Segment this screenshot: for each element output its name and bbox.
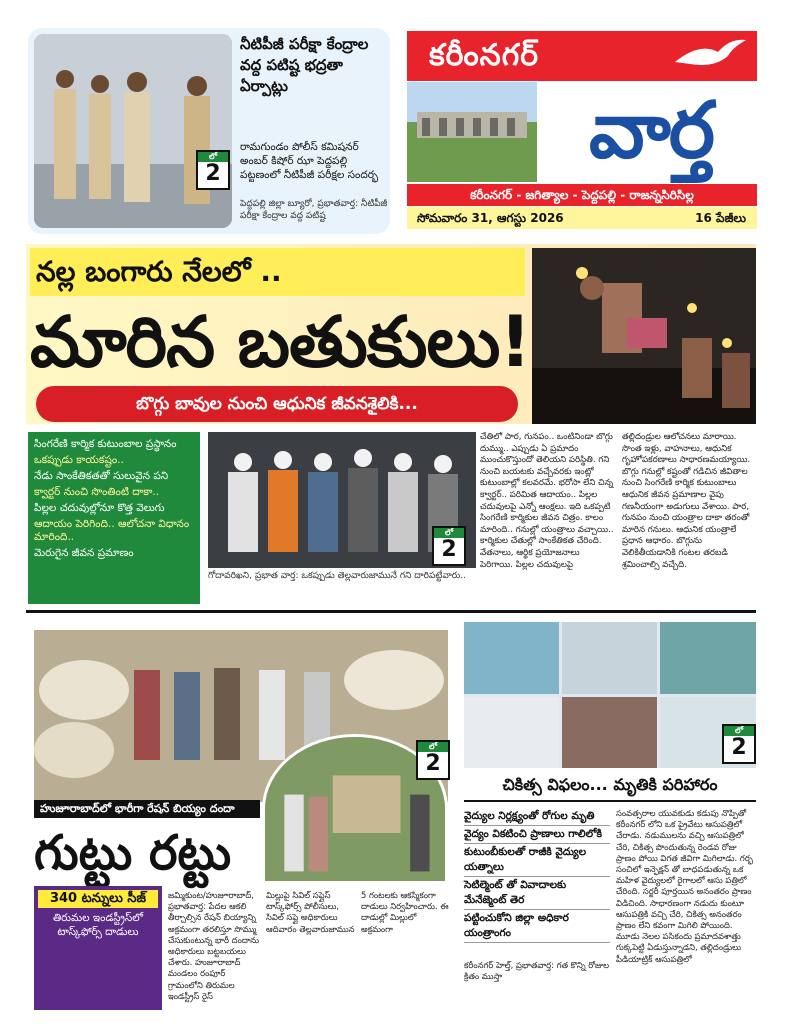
- page-ref-badge: లో 2: [196, 150, 230, 190]
- highlight-item: వైద్యుల నిర్లక్ష్యంతో రోగుల మృతి: [464, 808, 610, 826]
- ration-kicker: హుజూరాబాద్‌లో భారీగా రేషన్ బియ్యం దందా: [34, 800, 260, 818]
- teaser-body: పెద్దపల్లి జిల్లా బ్యూరో, ప్రభాతవార్త: నీటిపీజీ పరీక్షా కేంద్రాల వద్ద పటిష్ట: [240, 199, 388, 221]
- lead-photo-caption: గోదావరిఖని, ప్రభాత వార్త: ఒకప్పుడు తెల్లవారుజామునే గని దారిపట్టేవారు..: [208, 571, 466, 581]
- highlight-item: పట్టించుకోని జిల్లా అధికార యంత్రాంగం: [464, 910, 610, 943]
- masthead-name: వార్త: [589, 86, 713, 176]
- section-divider: [26, 610, 756, 613]
- highlight-item: కుటుంబీకులతో రాజీకి వైద్యుల యత్నాలు: [464, 844, 610, 877]
- highlight-item: పిల్లల చదువుల్లోనూ కొత్త వెలుగు: [34, 502, 165, 514]
- highlight-item: నేడు సాంకేతికతతో సులువైన పని: [34, 470, 169, 482]
- ration-headline: గుట్టు రట్టు: [34, 825, 232, 881]
- highlight-item: సెటిల్మెంట్ తో వివాదాలకు మేనేజ్మెంట్ తెర: [464, 877, 610, 910]
- highlight-item: ఆదాయం పెరిగింది.. ఆలోచనా విధానం మారింది..: [34, 518, 190, 543]
- ration-body-text: జమ్మికుంట/హుజూరాబాద్, ప్రభాతవార్త: పేదల ఆకలి తీర్చాల్సిన రేషన్ బియ్యాన్ని అక్రమంగా తరలిస్తూ సొమ్ము చేసుకుంటున్న భారీ దందాను అధికారులు బట్టబయలు చేశారు. హుజూరాబాద్ మండలం రంపూర్ గ్రామంలోని తిరుమల ఇండస్ట్రీస్ రైస్: [168, 890, 260, 1001]
- hospital-body-text: సంవత్సరాల యువకుడు కడుపు నొప్పితో కరీంనగర్ లోని ఒక ప్రైవేటు ఆసుపత్రిలో చేరాడు. నడుములను వచ్చి ఆసుపత్రిలో చేరి, చికిత్స పొందుతున్న రెండవ రోజు ప్రాణం పోయి విగత జీవిగా మిగిలాడు. గర్భ సంచిలో ఇన్ఫెక్షన్ తో బాధపడుతున్న ఒక మహిళ వైద్యులలో రైగాలలో ఆసు పత్రిలో చేరింది. సర్జరీ పూర్తయిన అనంతరం ప్రాణం విడిచింది. సాధారణంగా నడుదు కుంటూ ఆసుపత్రికి వచ్చి చేరి, చికిత్స అనంతరం ప్రాణం లేని కవంగా మిగిలి పోయింది. మూడు నెలల పసికందు ప్రమాదవశాత్తు గుక్కపెట్టి ఏడుస్తున్నాడని, తల్లిదండ్రులు పీడియాట్రిక్ ఆసుపత్రిలో: [616, 808, 753, 964]
- highlight-item: వైద్యం వికటించి ప్రాణాలు గాలిలోకి: [464, 826, 610, 844]
- hospital-headline: చికిత్స విఫలం... మృతికి పరిహారం: [464, 768, 756, 802]
- highlight-item: మెరుగైన జీవన ప్రమాణం: [34, 547, 134, 559]
- lead-headline: మారిన బతుకులు!: [30, 301, 531, 383]
- seized-quantity: 340 టన్నులు సీజ్: [38, 890, 158, 908]
- ration-box-text: తిరుమల ఇండస్ట్రీస్‌లో టాస్క్‌ఫోర్స్ దాడులు: [52, 912, 144, 938]
- page-count: 16 పేజీలు: [695, 211, 746, 225]
- highlight-item: ఒకప్పుడు కాయకష్టం..: [34, 454, 124, 466]
- hospital-collage-photo: [464, 622, 756, 768]
- page-ref-badge: లో 2: [416, 740, 450, 780]
- hospital-body-text: కరీంనగర్ హెల్త్, ప్రభాతవార్త: గత కొన్ని రోజుల క్రితం ముస్తా: [464, 960, 610, 982]
- masthead-districts: కరీంనగర్ - జగిత్యాల - పెద్దపల్లి - రాజన్నసిరిసిల్ల: [407, 184, 757, 206]
- lead-banner: బొగ్గు బావుల నుంచి ఆధునిక జీవనశైలికి...: [36, 386, 518, 422]
- coal-miner-photo: [532, 248, 756, 424]
- teaser-subhead: రామగుండం పోలీస్ కమిషనర్ అంబర్ కిషోర్ ఝా పెద్దపల్లి పట్టణంలో నీటిపీజీ పరీక్షల సందర్భ: [240, 141, 379, 181]
- highlight-item: సింగరేణి కార్మిక కుటుంబాల ప్రస్థానం: [34, 438, 177, 450]
- dove-icon: [670, 34, 750, 74]
- highlight-item: క్వార్టర్ నుంచి సొంతింటి దాకా..: [34, 486, 160, 498]
- page-ref-badge: లో 2: [432, 526, 466, 566]
- lead-highlights-box: [28, 432, 200, 604]
- issue-date: సోమవారం 31, ఆగస్టు 2026: [407, 207, 757, 229]
- masthead-city: కరీంనగర్: [407, 31, 757, 81]
- ration-highlight-box: [34, 886, 162, 1010]
- ration-body-text: మిల్లుపై సివిల్ సప్లైస్ టాస్క్‌ఫోర్స్ పోలీసులు, సివిల్ సప్లై అధికారులు ఆదివారం తెల్లవారుజామున 5 గంటలకు ఆకస్మికంగా దాడులు నిర్వహించారు. ఈ దాడుల్లో మిల్లులో అక్రమంగా: [266, 890, 449, 934]
- masthead-dam-photo: [407, 82, 537, 182]
- hospital-highlights: [464, 808, 610, 943]
- lead-kicker: నల్ల బంగారు నేలలో ..: [30, 248, 525, 296]
- teaser-police-photo: [34, 34, 232, 228]
- lead-body-text: చేతిలో పార, గునపం.. ఒంటినిండా బొగ్గు దుమ్ము.. ఎప్పుడు ఏ ప్రమాదం ముంచుకొస్తుందో తెలియని పరిస్థితి. గని నుంచి బయటకు వచ్చేవరకు ఇంట్లో కుటుంబాల్లో కలవరమే. భరోసా లేని చిన్న క్వార్టర్.. పరిమిత ఆదాయం.. పిల్లల చదువులపై ఎన్నో ఆంక్షలు. ఇది ఒకప్పటి సింగరేణి కార్మికుల జీవన చిత్రం. కాలం మారింది.. గనుల్లో యంత్రాలు వచ్చాయి.. కార్మికుల చేతుల్లో సాంకేతికత చేరింది. వేతనాలు, ఆర్థిక ప్రయోజనాలు పెరిగాయి. పిల్లల చదువులపై తల్లిదండ్రుల ఆలోచనలు మారాయి. సొంత ఇళ్లు, వాహనాలు, ఆధునిక గృహోపకరణాలు సాధారణమయ్యాయి. బొగ్గు గనుల్లో కష్టంతో గడిచిన జీవితాల నుంచి సింగరేణి కార్మిక కుటుంబాలు ఆధునిక జీవన ప్రమాణాల వైపు గణనీయంగా అడుగులు వేశాయి. పార, గునపం నుంచి యంత్రాల దాకా తరంతో మారిన గనులు. ఆధునిక యంత్రాలే ప్రధాన ఆధారం. బొగ్గును వెలికితీయడానికి గంటల తరబడి శ్రమించాల్సి వచ్చేది.: [480, 432, 751, 570]
- page-ref-badge: లో 2: [722, 724, 756, 764]
- teaser-headline: నీటిపీజీ పరీక్షా కేంద్రాల వద్ద పటిష్ట భద్రతా ఏర్పాట్లు: [240, 35, 369, 95]
